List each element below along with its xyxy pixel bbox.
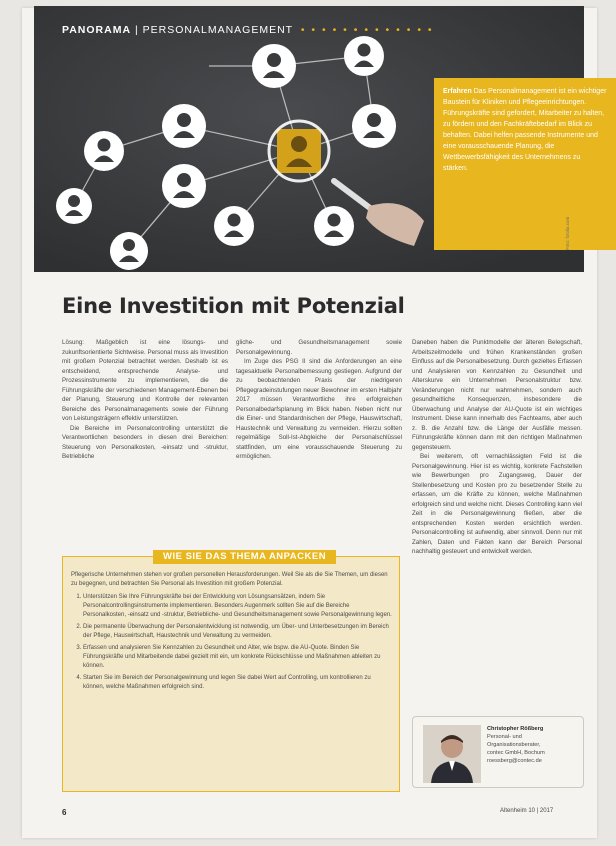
portrait-icon bbox=[423, 725, 481, 783]
list-item: 2. Die permanente Überwachung der Personalentwicklung ist notwendig, um Über- und Unterbesetzungen im Bereich der Pflege, Hauswirtschaft, Haustechnik und Verwaltung zu vermeiden. bbox=[83, 623, 393, 641]
howto-intro: Pflegerische Unternehmen stehen vor großen personellen Herausforderungen. Weil Sie als die Sie Themen, um diesen zu begegnen, und betrachten Sie Personal als Investition mit großem Potenzial. bbox=[71, 572, 388, 587]
hero-image bbox=[34, 6, 607, 272]
author-avatar bbox=[423, 725, 481, 783]
kicker-topic: PERSONALMANAGEMENT bbox=[142, 24, 293, 36]
author-role: Personal- und bbox=[487, 734, 522, 740]
highlighted-node bbox=[269, 121, 329, 181]
paragraph: Im Zuge des PSG II sind die Anforderungen an eine tagesaktuelle Personalbemessung gestiegen. Aufgrund der zu beobachtenden Praxis der niedrigeren Pflegegradeinstufungen neuer Bewohner im ersten Halbjahr 2017 müssen Verantwortliche ihre erfolgreichen Personalbedarfsplanung im Blick haben. Neben nicht nur die Einer- und Standardnischen der Pflege, Hauswirtschaft, Haustechnik und Verwaltung zu vermeiden. Hierzu sollten regelmäßige Soll-Ist-Abgleiche der Personalschlüssel stattfinden, um eine vorausschauende Steuerung zu ermöglichen. bbox=[236, 358, 402, 460]
paragraph: Die Bereiche im Personalcontrolling unterstützt die Verantwortlichen besonders in diesen drei Bereichen: Steuerung von Personalkosten, -einsatz und -struktur, Betriebliche bbox=[62, 424, 228, 460]
list-item: 1. Unterstützen Sie Ihre Führungskräfte bei der Entwicklung von Lösungsansätzen, indem Sie Personalcontrollingsinstrumente implementieren. Besonders Augenmerk sollten Sie auf die Bereiche Personalkosten, -einsatz und -struktur, Betriebliche- und Gesundheitsmanagement sowie Personalgewinnung legen. bbox=[83, 593, 393, 620]
howto-box bbox=[62, 551, 400, 792]
photo-credit: Foto: fotolia.com bbox=[565, 216, 570, 250]
list-item: 4. Starten Sie im Bereich der Personalgewinnung und legen Sie dabei Wert auf Controlling, um kontrollieren zu können, welche Maßnahmen erfolgreich sind. bbox=[83, 674, 393, 692]
author-role: Organisationsberater, bbox=[487, 742, 541, 748]
text-column-3 bbox=[412, 338, 582, 557]
howto-title: WIE SIE DAS THEMA ANPACKEN bbox=[153, 550, 336, 564]
callout-lead: Erfahren bbox=[443, 88, 472, 95]
author-company: contec GmbH, Bochum bbox=[487, 750, 545, 756]
author-box bbox=[412, 716, 584, 788]
text-column-2 bbox=[236, 338, 402, 462]
intro-callout bbox=[434, 78, 616, 250]
callout-text: Das Personalmanagement ist ein wichtiger Baustein für Kliniken und Pflegeeinrichtungen. Führungskräfte sind gefordert, Mitarbeiter zu halten, zu fördern und den Fachkräftebedarf im Blick zu behalten. Dabei helfen passende Instrumente und eine vorausschauende Planung, die Wettbewerbsfähigkeit des Unternehmens zu stärken. bbox=[443, 88, 607, 172]
howto-list bbox=[71, 593, 393, 692]
paragraph: gliche- und Gesundheitsmanagement sowie Personalgewinnung. bbox=[236, 339, 402, 356]
kicker-separator: | bbox=[134, 24, 139, 36]
paragraph: Daneben haben die Punktmodelle der älteren Belegschaft, Arbeitszeitmodelle und frühen Krankenständen großen Einfluss auf die Personalbesetzung. Durch gezieltes Erfassen und Analysieren von Kennzahlen zu Gesundheit und Alterskurve ein Unternehmen Personalstruktur bzw. Veränderungen nicht nur wahrnehmen, sondern auch gesundheitliche Konsequenzen, insbesondere die Überwachung und Analyse der AU-Quote ist ein wichtiges Instrument. Diese kann innerhalb des Fachteams, aber auch z. B. die Anzahl bzw. die Länge der Ausfälle messen. Führungskräfte können dann mit den richtigen Maßnahmen gegensteuern. bbox=[412, 339, 582, 451]
paragraph: Lösung: Maßgeblich ist eine lösungs- und zukunftsorientierte Sichtweise. Personal muss als Investition mit großem Potenzial betrachtet werden. Deshalb ist es entscheidend, entsprechende Analyse- und Prozessinstrumente zu implementieren, die die Führungskräfte der verschiedenen Management-Ebenen bei der Planung, Steuerung und Kontrolle der relevanten Bereiche des Personalmanagements sowie der Führung von Leistungsträgern effektiv unterstützen. bbox=[62, 339, 228, 422]
kicker-section: PANORAMA bbox=[62, 24, 132, 36]
paragraph: Bei weiterem, oft vernachlässigten Feld ist die Personalgewinnung. Hier ist es wichtig, konkrete Fachstellen wie Bewerbungen pro Zugangsweg, Dauer der Stellenbesetzung und Kosten pro zu besetzender Stelle zu erfassen, um die Kräfte zu können, welche Maßnahmen erfolgreich sind und welche nicht. Dieses Controlling kann viel Zeit in die Personalgewinnung fließen, aber die entsprechenden Kosten werden ersichtlich werden. Personalcontrolling ist aufwendig, aber sinnvoll. Denn nur mit Zahlen, Daten und Fakten kann der Bereich Personal nachhaltig gesteuert und entwickelt werden. bbox=[412, 453, 582, 555]
kicker-dots: • • • • • • • • • • • • • bbox=[300, 24, 434, 36]
author-email: roessberg@contec.de bbox=[487, 758, 542, 764]
list-item: 3. Erfassen und analysieren Sie Kennzahlen zu Gesundheit und Alter, wie bspw. die AU-Quote. Binden Sie Führungskräfte und Mitarbeitende dabei gezielt mit ein, um konkrete Rückschlüsse und Maßnahmen ableiten zu können. bbox=[83, 644, 393, 671]
article-headline: Eine Investition mit Potenzial bbox=[62, 294, 405, 318]
author-name: Christopher Rößberg bbox=[487, 726, 544, 732]
howto-body bbox=[71, 571, 393, 695]
text-column-1 bbox=[62, 338, 228, 462]
section-kicker bbox=[62, 24, 434, 36]
magazine-issue: Altenheim 10 | 2017 bbox=[500, 808, 554, 814]
author-info bbox=[487, 725, 579, 765]
page-number: 6 bbox=[62, 808, 67, 817]
